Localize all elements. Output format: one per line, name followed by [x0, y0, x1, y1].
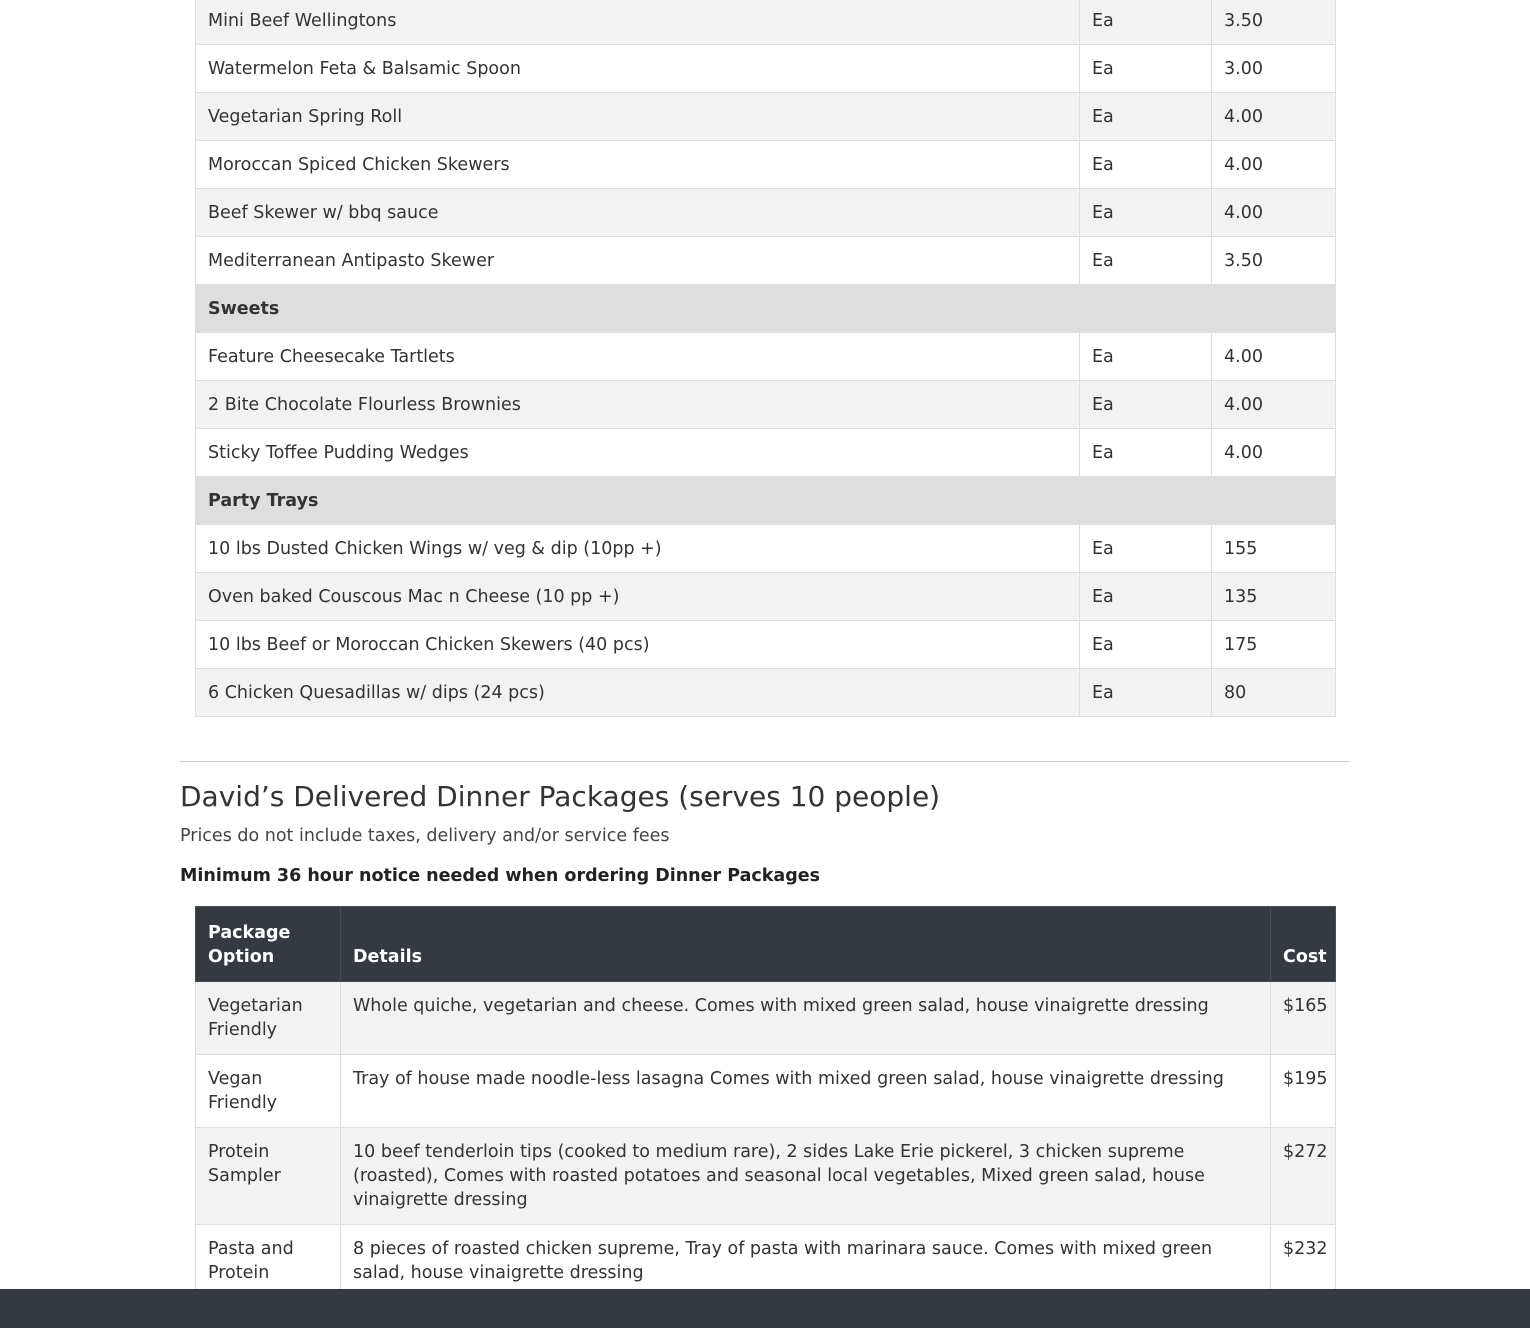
table-header-row	[196, 907, 1336, 982]
table-row	[196, 189, 1336, 237]
menu-table-body	[196, 0, 1336, 717]
menu-item-name: 6 Chicken Quesadillas w/ dips (24 pcs)	[196, 669, 1080, 717]
table-row	[196, 237, 1336, 285]
table-row	[196, 982, 1336, 1055]
menu-item-unit: Ea	[1080, 333, 1212, 381]
table-row	[196, 573, 1336, 621]
table-row	[196, 93, 1336, 141]
table-row	[196, 1128, 1336, 1225]
site-footer	[0, 1289, 1530, 1328]
package-cost: $165	[1271, 982, 1336, 1055]
section-title: Sweets	[196, 285, 1336, 333]
menu-item-price: 3.00	[1212, 45, 1336, 93]
menu-section-header	[196, 477, 1336, 525]
menu-item-unit: Ea	[1080, 525, 1212, 573]
package-details: 10 beef tenderloin tips (cooked to medium rare), 2 sides Lake Erie pickerel, 3 chicken supreme (roasted), Comes with roasted potatoes and seasonal local vegetables, Mixed green salad, house vinaigrette dressing	[341, 1128, 1271, 1225]
table-row	[196, 621, 1336, 669]
menu-item-name: Oven baked Couscous Mac n Cheese (10 pp +)	[196, 573, 1080, 621]
menu-item-name: Feature Cheesecake Tartlets	[196, 333, 1080, 381]
menu-item-price: 155	[1212, 525, 1336, 573]
package-details: Whole quiche, vegetarian and cheese. Comes with mixed green salad, house vinaigrette dressing	[341, 982, 1271, 1055]
menu-item-unit: Ea	[1080, 45, 1212, 93]
menu-item-price: 80	[1212, 669, 1336, 717]
menu-item-name: Mini Beef Wellingtons	[196, 0, 1080, 45]
menu-item-price: 4.00	[1212, 189, 1336, 237]
menu-item-name: 10 lbs Beef or Moroccan Chicken Skewers (40 pcs)	[196, 621, 1080, 669]
menu-item-unit: Ea	[1080, 621, 1212, 669]
header-package-option: Package Option	[196, 907, 341, 982]
menu-item-price: 4.00	[1212, 333, 1336, 381]
menu-item-price: 175	[1212, 621, 1336, 669]
menu-item-unit: Ea	[1080, 93, 1212, 141]
catering-menu-table	[195, 0, 1336, 717]
menu-item-price: 4.00	[1212, 93, 1336, 141]
menu-item-price: 4.00	[1212, 429, 1336, 477]
header-details: Details	[341, 907, 1271, 982]
package-cost: $232	[1271, 1225, 1336, 1298]
menu-item-name: Watermelon Feta & Balsamic Spoon	[196, 45, 1080, 93]
menu-item-price: 3.50	[1212, 237, 1336, 285]
dinner-packages-table	[195, 906, 1336, 1298]
table-row	[196, 1225, 1336, 1298]
menu-item-unit: Ea	[1080, 0, 1212, 45]
menu-item-name: Vegetarian Spring Roll	[196, 93, 1080, 141]
menu-item-name: Sticky Toffee Pudding Wedges	[196, 429, 1080, 477]
table-row	[196, 429, 1336, 477]
package-cost: $272	[1271, 1128, 1336, 1225]
menu-section-header	[196, 285, 1336, 333]
package-option: Vegetarian Friendly	[196, 982, 341, 1055]
menu-item-unit: Ea	[1080, 381, 1212, 429]
pricing-note: Prices do not include taxes, delivery and/or service fees	[180, 826, 670, 846]
table-row	[196, 141, 1336, 189]
dinner-packages-title: David’s Delivered Dinner Packages (serves 10 people)	[180, 780, 941, 813]
table-row	[196, 333, 1336, 381]
menu-item-unit: Ea	[1080, 573, 1212, 621]
menu-item-unit: Ea	[1080, 189, 1212, 237]
menu-item-unit: Ea	[1080, 237, 1212, 285]
package-cost: $195	[1271, 1055, 1336, 1128]
package-details: 8 pieces of roasted chicken supreme, Tray of pasta with marinara sauce. Comes with mixed green salad, house vinaigrette dressing	[341, 1225, 1271, 1298]
table-row	[196, 381, 1336, 429]
menu-item-price: 135	[1212, 573, 1336, 621]
package-option: Pasta and Protein	[196, 1225, 341, 1298]
menu-item-unit: Ea	[1080, 669, 1212, 717]
header-cost: Cost	[1271, 907, 1336, 982]
section-title: Party Trays	[196, 477, 1336, 525]
table-row	[196, 525, 1336, 573]
menu-item-name: Moroccan Spiced Chicken Skewers	[196, 141, 1080, 189]
packages-table-body	[196, 982, 1336, 1298]
section-divider	[180, 761, 1350, 762]
package-option: Vegan Friendly	[196, 1055, 341, 1128]
menu-item-unit: Ea	[1080, 429, 1212, 477]
table-row	[196, 45, 1336, 93]
menu-item-price: 3.50	[1212, 0, 1336, 45]
package-option: Protein Sampler	[196, 1128, 341, 1225]
menu-item-name: 2 Bite Chocolate Flourless Brownies	[196, 381, 1080, 429]
table-row	[196, 669, 1336, 717]
menu-item-unit: Ea	[1080, 141, 1212, 189]
menu-item-name: Mediterranean Antipasto Skewer	[196, 237, 1080, 285]
menu-item-name: 10 lbs Dusted Chicken Wings w/ veg & dip (10pp +)	[196, 525, 1080, 573]
table-row	[196, 0, 1336, 45]
table-row	[196, 1055, 1336, 1128]
menu-item-price: 4.00	[1212, 381, 1336, 429]
menu-item-name: Beef Skewer w/ bbq sauce	[196, 189, 1080, 237]
menu-item-price: 4.00	[1212, 141, 1336, 189]
package-details: Tray of house made noodle-less lasagna Comes with mixed green salad, house vinaigrette dressing	[341, 1055, 1271, 1128]
order-notice: Minimum 36 hour notice needed when ordering Dinner Packages	[180, 866, 821, 886]
